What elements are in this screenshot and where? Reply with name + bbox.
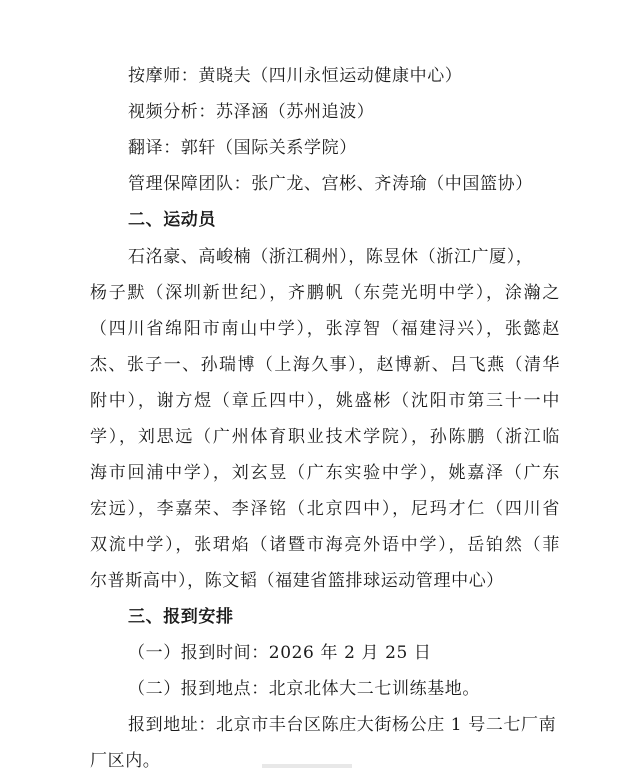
staff-management-team: 管理保障团队：张广龙、宫彬、齐涛瑜（中国篮协）: [128, 174, 533, 194]
athletes-line-4: 杰、张子一、孙瑞博（上海久事），赵博新、吕飞燕（清华: [90, 355, 560, 375]
athletes-line-9: 双流中学），张珺焰（诸暨市海亮外语中学），岳铂然（菲: [90, 535, 560, 555]
scan-shadow: [262, 764, 352, 768]
athletes-line-10: 尔普斯高中），陈文韬（福建省篮排球运动管理中心）: [90, 571, 504, 591]
athletes-line-2: 杨子默（深圳新世纪），齐鹏帆（东莞光明中学），涂瀚之: [90, 283, 560, 303]
athletes-line-3: （四川省绵阳市南山中学），张淳智（福建浔兴），张懿赵: [90, 319, 560, 339]
section-heading-athletes: 二、运动员: [128, 210, 216, 230]
athletes-line-6: 学），刘思远（广州体育职业技术学院），孙陈鹏（浙江临: [90, 427, 560, 447]
athletes-line-5: 附中），谢方煜（章丘四中），姚盛彬（沈阳市第三十一中: [90, 391, 560, 411]
staff-video-analysis: 视频分析：苏泽涵（苏州追波）: [128, 102, 375, 122]
registration-address-line-2: 厂区内。: [90, 751, 161, 771]
staff-masseur: 按摩师：黄晓夫（四川永恒运动健康中心）: [128, 66, 463, 86]
registration-time: （一）报到时间：2026 年 2 月 25 日: [128, 643, 432, 663]
registration-place: （二）报到地点：北京北体大二七训练基地。: [128, 679, 480, 699]
section-heading-registration: 三、报到安排: [128, 607, 234, 627]
registration-address-line-1: 报到地址：北京市丰台区陈庄大街杨公庄 1 号二七厂南: [128, 715, 557, 735]
athletes-line-7: 海市回浦中学），刘玄昱（广东实验中学），姚嘉泽（广东: [90, 463, 560, 483]
athletes-line-1: 石洺豪、高峻楠（浙江稠州），陈昱休（浙江广厦），: [128, 247, 534, 267]
staff-translator: 翻译：郭轩（国际关系学院）: [128, 138, 357, 158]
athletes-line-8: 宏远），李嘉荣、李泽铭（北京四中），尼玛才仁（四川省: [90, 499, 560, 519]
